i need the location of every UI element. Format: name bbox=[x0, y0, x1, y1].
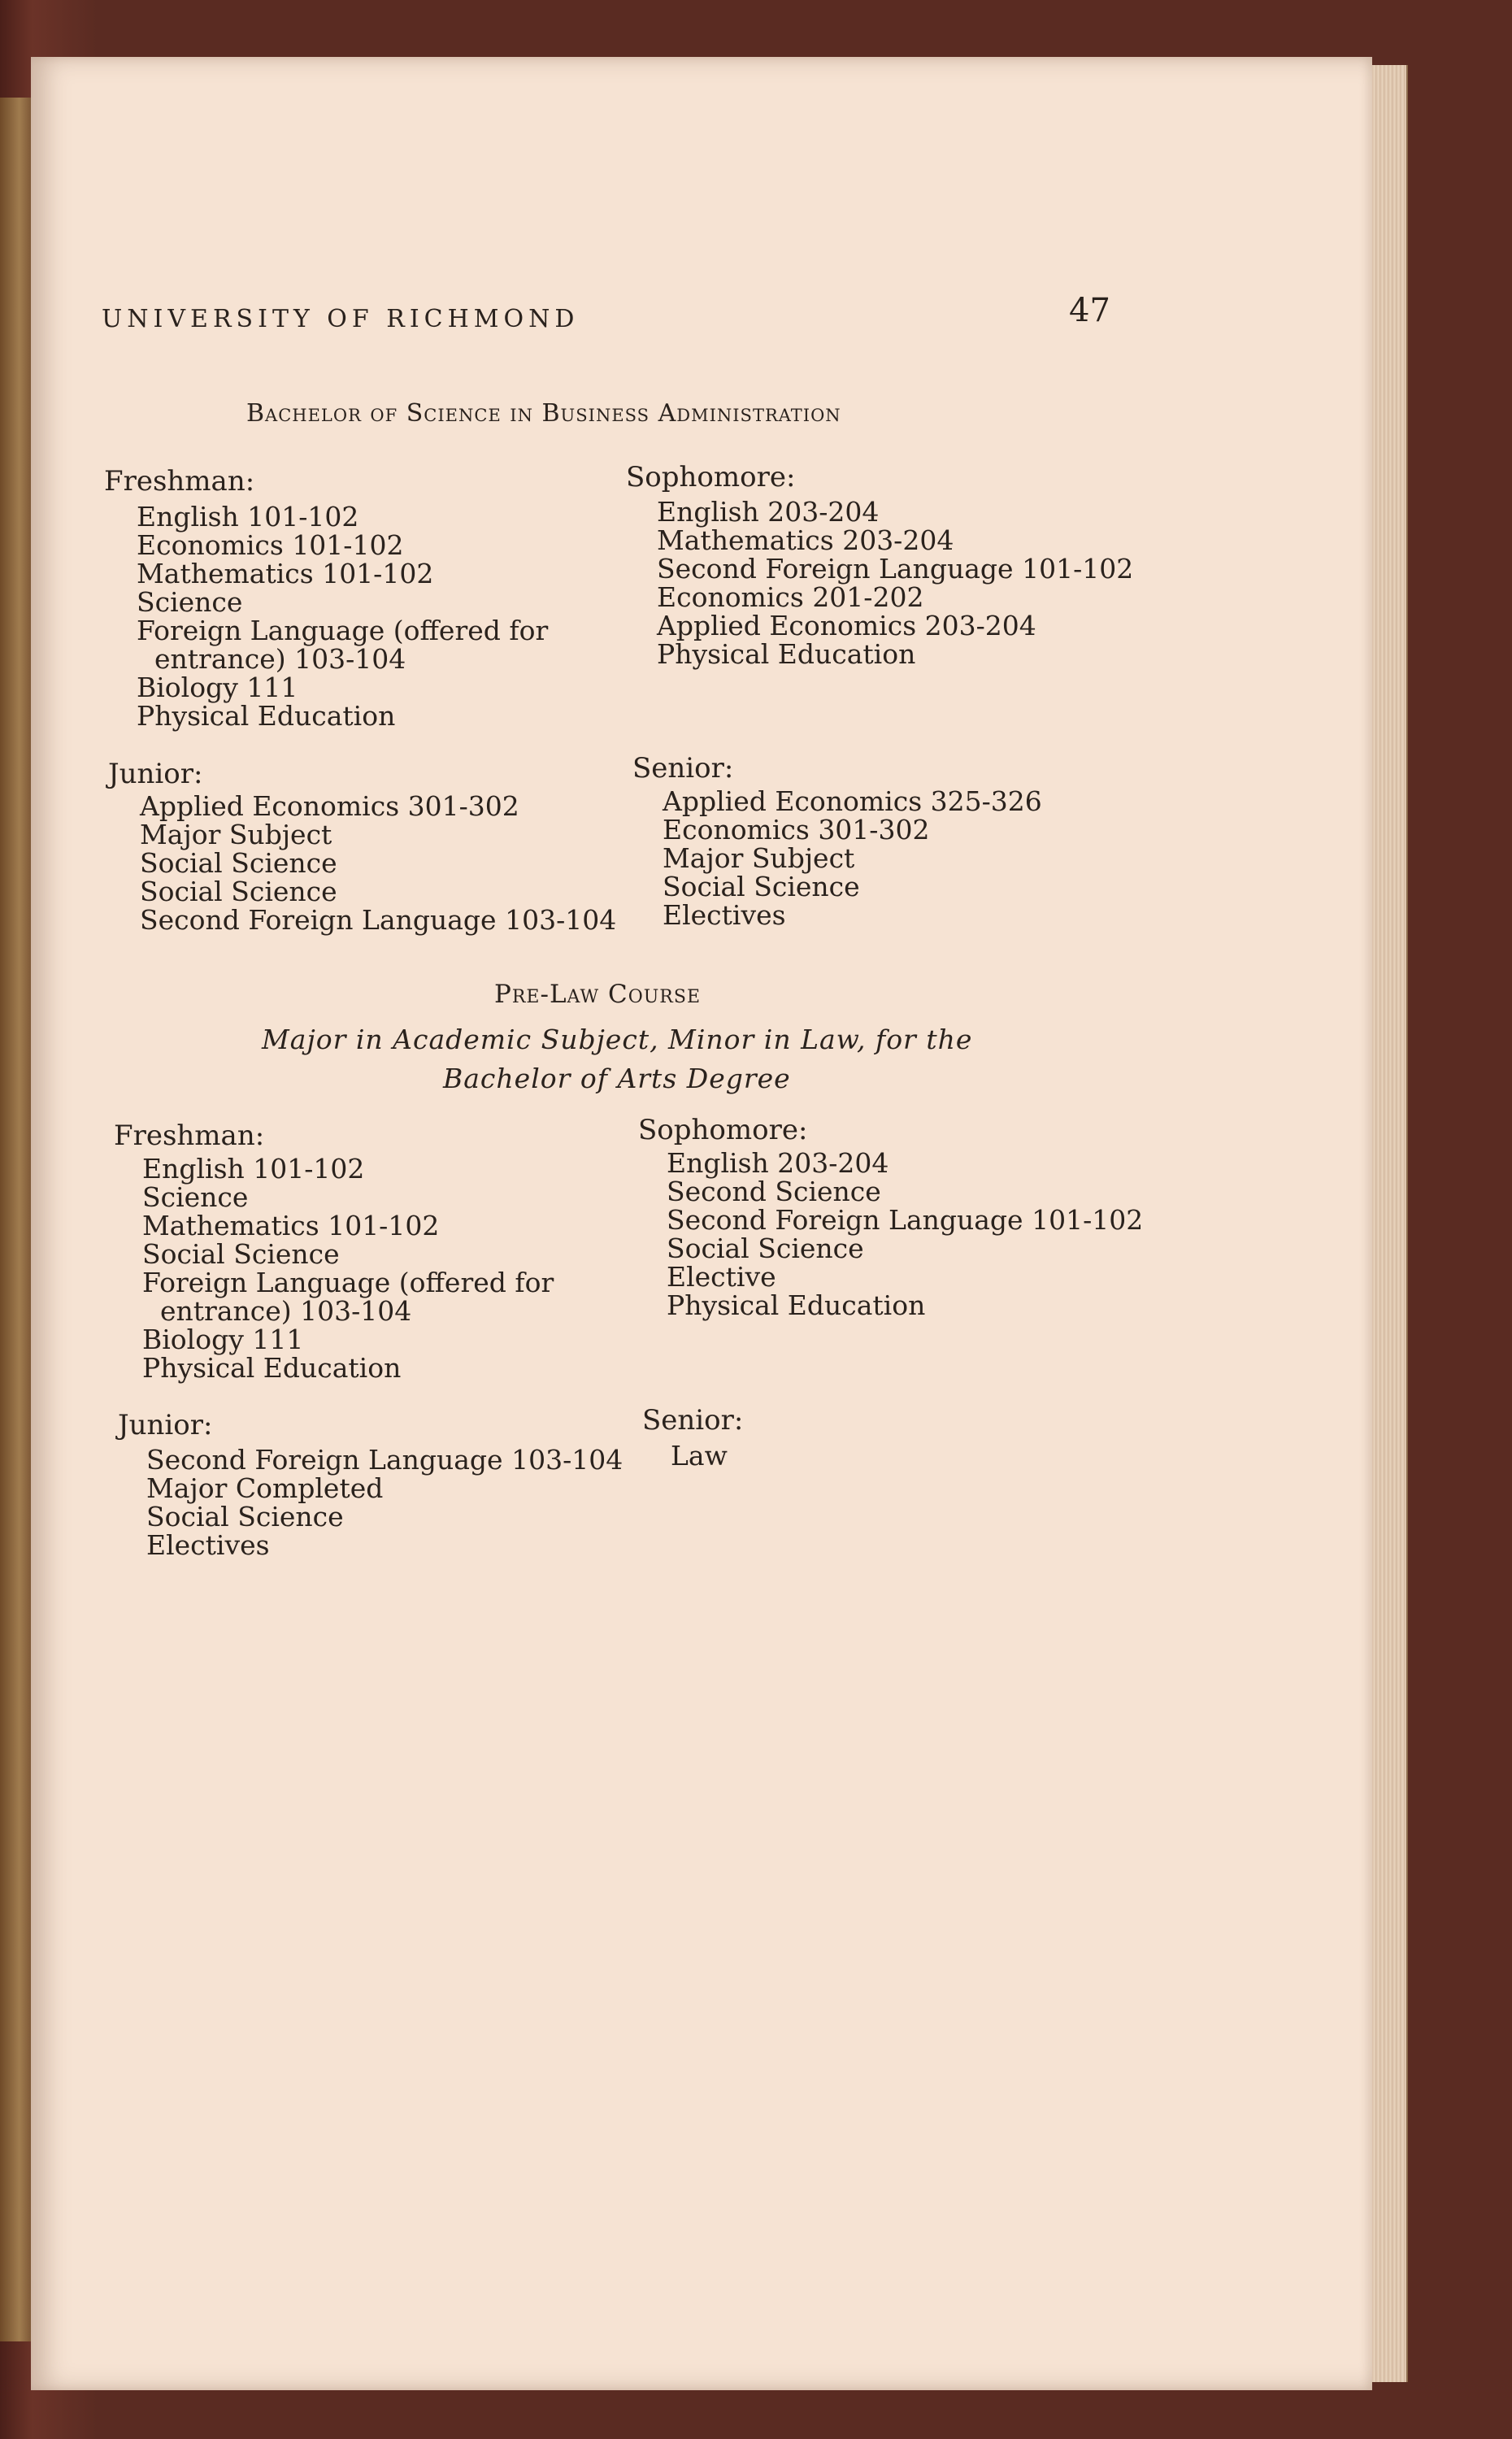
course-item: English 203-204 bbox=[667, 1147, 889, 1179]
course-item: Applied Economics 301-302 bbox=[140, 790, 519, 822]
course-item: Second Foreign Language 101-102 bbox=[667, 1204, 1144, 1236]
course-item: Applied Economics 203-204 bbox=[657, 610, 1036, 641]
course-item: Biology 111 bbox=[137, 672, 298, 703]
course-item: Applied Economics 325-326 bbox=[663, 785, 1042, 817]
course-item: Foreign Language (offered for bbox=[142, 1267, 554, 1298]
left-page-edge bbox=[0, 98, 33, 2341]
bsba-freshman-courses bbox=[137, 502, 548, 730]
course-item: Second Foreign Language 103-104 bbox=[146, 1444, 623, 1476]
course-item: Economics 101-102 bbox=[137, 529, 404, 561]
bsba-junior-label: Junior: bbox=[108, 758, 203, 790]
course-item: English 203-204 bbox=[657, 496, 880, 528]
course-item: Social Science bbox=[140, 876, 337, 907]
prelaw-freshman-courses bbox=[142, 1154, 554, 1382]
course-item: Physical Education bbox=[142, 1352, 402, 1384]
course-item: Biology 111 bbox=[142, 1324, 304, 1355]
course-item: Economics 301-302 bbox=[663, 814, 930, 846]
course-item: Electives bbox=[663, 899, 786, 931]
page-number: 47 bbox=[1069, 292, 1110, 329]
course-item: Second Foreign Language 101-102 bbox=[657, 553, 1134, 585]
prelaw-section-title: Pre-Law Course bbox=[494, 980, 701, 1009]
course-item-continuation: entrance) 103-104 bbox=[160, 1295, 412, 1327]
course-item: Mathematics 101-102 bbox=[142, 1210, 440, 1241]
course-item: Elective bbox=[667, 1261, 776, 1293]
bsba-freshman-label: Freshman: bbox=[104, 465, 255, 498]
bsba-section-title: Bachelor of Science in Business Administration bbox=[246, 399, 841, 428]
course-item: Major Subject bbox=[140, 819, 332, 850]
course-item: English 101-102 bbox=[137, 501, 359, 533]
course-item: English 101-102 bbox=[142, 1153, 365, 1185]
prelaw-sophomore-courses bbox=[667, 1149, 1143, 1319]
course-item: Science bbox=[142, 1181, 249, 1213]
course-item: Physical Education bbox=[657, 638, 916, 670]
page-stack-edge bbox=[1372, 65, 1408, 2382]
prelaw-senior-courses bbox=[671, 1441, 728, 1470]
course-item: Law bbox=[671, 1440, 728, 1472]
prelaw-subtitle-line2: Bachelor of Arts Degree bbox=[443, 1063, 791, 1094]
course-item: Second Foreign Language 103-104 bbox=[140, 904, 617, 936]
course-item-continuation: entrance) 103-104 bbox=[154, 643, 406, 675]
bsba-senior-courses bbox=[663, 787, 1042, 929]
bsba-sophomore-label: Sophomore: bbox=[626, 461, 796, 493]
running-head: UNIVERSITY OF RICHMOND bbox=[102, 305, 580, 333]
prelaw-junior-courses bbox=[146, 1446, 623, 1559]
prelaw-junior-label: Junior: bbox=[118, 1409, 213, 1441]
course-item: Social Science bbox=[146, 1501, 344, 1533]
bsba-sophomore-courses bbox=[657, 498, 1133, 668]
course-item: Major Subject bbox=[663, 842, 855, 874]
course-item: Science bbox=[137, 586, 243, 618]
course-item: Mathematics 101-102 bbox=[137, 558, 434, 589]
course-item: Physical Education bbox=[137, 700, 396, 732]
course-item: Second Science bbox=[667, 1176, 881, 1207]
course-item: Physical Education bbox=[667, 1289, 926, 1321]
course-item: Electives bbox=[146, 1529, 270, 1561]
course-item: Social Science bbox=[667, 1233, 864, 1264]
course-item: Social Science bbox=[140, 847, 337, 879]
course-item: Mathematics 203-204 bbox=[657, 524, 954, 556]
course-item: Social Science bbox=[663, 871, 860, 902]
prelaw-subtitle-line1: Major in Academic Subject, Minor in Law, for the bbox=[262, 1024, 973, 1055]
course-item: Economics 201-202 bbox=[657, 581, 924, 613]
course-item: Foreign Language (offered for bbox=[137, 615, 549, 646]
bsba-senior-label: Senior: bbox=[632, 752, 734, 785]
course-item: Major Completed bbox=[146, 1472, 384, 1504]
course-item: Social Science bbox=[142, 1238, 340, 1270]
bsba-junior-courses bbox=[140, 792, 616, 934]
prelaw-freshman-label: Freshman: bbox=[114, 1120, 265, 1152]
prelaw-senior-label: Senior: bbox=[642, 1404, 744, 1437]
prelaw-sophomore-label: Sophomore: bbox=[638, 1114, 808, 1146]
